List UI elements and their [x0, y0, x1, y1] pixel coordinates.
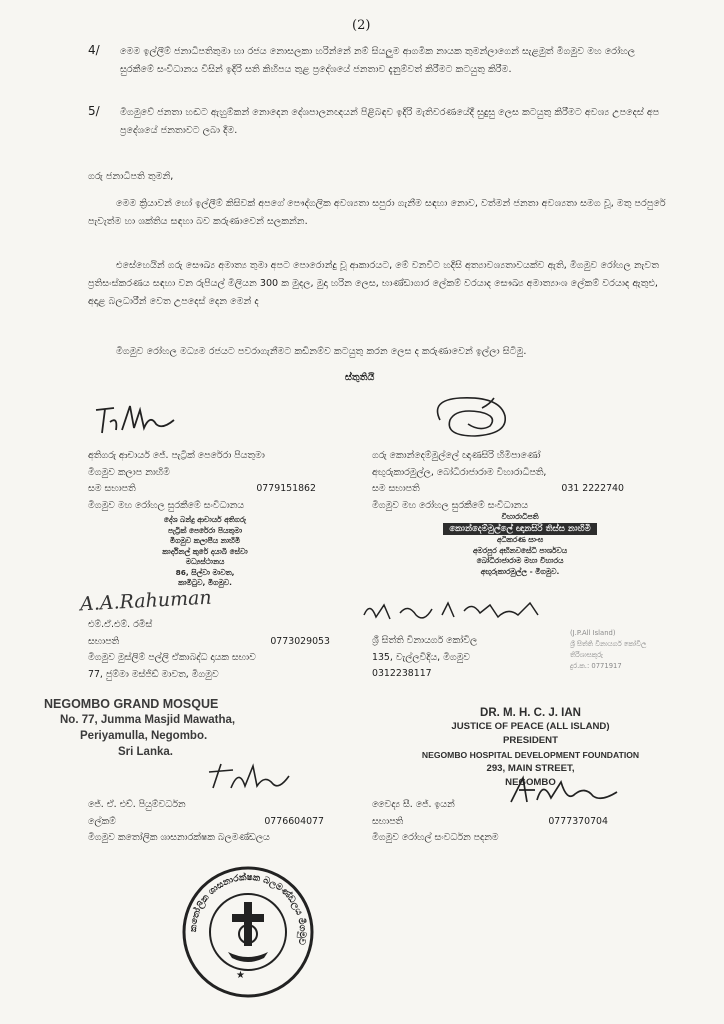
stamp-line: PRESIDENT — [503, 735, 558, 746]
item-5-number: 5/ — [88, 104, 100, 118]
stamp-line: NEGOMBO GRAND MOSQUE — [44, 697, 219, 711]
stamp-line: මීගමුව කලාපීය නාහිමි — [169, 536, 241, 545]
signatory-2-block — [372, 448, 662, 514]
salutation: ගරු ජනාධිපති තුමනි, — [88, 171, 174, 182]
signature-2 — [420, 390, 530, 445]
signatory-4-block — [372, 633, 572, 683]
signature-1 — [90, 400, 180, 438]
thanks: ස්තුතියි — [345, 372, 375, 383]
signatory-6-block — [372, 797, 612, 847]
stamp-line: Periyamulla, Negombo. — [80, 730, 208, 742]
signatory-4-name: ශ්‍රී සිත්ති විනායගර් කෝවිල — [372, 635, 478, 646]
seal-text: කතෝලික ශාසනාරක්ෂක බලමණ්ඩලය මීගමුව — [188, 872, 308, 946]
signatory-3-address: 77, ජුම්මා මස්ජිඩ් මාවත, මීගමුව — [88, 668, 219, 680]
signatory-2-stamp — [405, 512, 635, 577]
signatory-3-block — [88, 617, 358, 683]
stamp-title: විහාරාධිපති — [501, 512, 539, 521]
signatory-3-role-row — [88, 634, 358, 651]
stamp-line: තිරිශාසකුරු — [570, 651, 603, 659]
signatory-1-block — [88, 448, 338, 514]
signatory-1-role-row — [88, 481, 338, 498]
page-number: (2) — [352, 18, 371, 33]
stamp-line: මධ්‍යස්ථානය — [185, 557, 225, 566]
signatory-1-name: අතිගරු ආචාර්ය ජේ. පැට්‍රික් පෙරේරා පියතුමා — [88, 450, 265, 461]
stamp-line: දුර.ක.: 0771917 — [570, 662, 622, 670]
stamp-line: කාමිටුව, මීගමුව. — [178, 578, 232, 587]
stamp-line: JUSTICE OF PEACE (ALL ISLAND) — [451, 721, 610, 732]
signature-5 — [205, 758, 295, 794]
item-4-number: 4/ — [88, 43, 100, 57]
signatory-6-org: මීගමුව රෝහල් සංවර්ධන පදනම — [372, 832, 499, 844]
signatory-6-name: වෛද්‍ය සී. ජේ. ඉයන් — [372, 799, 455, 810]
stamp-line: අමරපුර අභිනවසේධි පාර්ශවය — [472, 545, 568, 555]
stamp-line: ශ්‍රී සිත්ති විනායගර් කෝවිල — [570, 640, 647, 648]
stamp-line: අඟුරුකාරමුල්ල - මීගමුව. — [480, 566, 560, 576]
signatory-1-org: මීගමුව මහ රෝහල සුරකීමේ සංවිධානය — [88, 499, 245, 511]
stamp-name: කොන්දෙම්මුල්ලේ ඥානසිරි තිස්ස නාහිමි — [443, 523, 596, 536]
stamp-line: 86, සිල්වා මාවත, — [175, 567, 235, 577]
signatory-6-role-row — [372, 814, 612, 831]
stamp-line: NEGOMBO HOSPITAL DEVELOPMENT FOUNDATION — [421, 750, 640, 760]
signatory-5-block — [88, 797, 358, 847]
signatory-2-phone: 031 2222740 — [561, 483, 624, 495]
signatory-5-name: ජේ. ඒ. එච්. පියුම්වර්ධන — [88, 799, 186, 810]
signatory-3-phone: 0773029053 — [270, 635, 330, 647]
stamp-line: කාර්දිනල් කුරේ දයාබි සේවා — [162, 546, 248, 556]
stamp-line: දේශ බන්දු ආචාර්ය අතිගරු — [163, 515, 247, 524]
signatory-6-phone: 0777370704 — [548, 815, 608, 827]
signatory-5-role-row — [88, 814, 358, 831]
signatory-1-title: මීගමුව කලාප නාහිමි — [88, 466, 170, 478]
signatory-2-title: අඟුරුකාරමුල්ල, බෝධිරාජාරාම විහාරාධිපති, — [372, 466, 547, 478]
signatory-3-org: මීගමුව මුස්ලිම් පල්ලි ඒකාබද්ධ දායක සභාව — [88, 652, 256, 664]
signatory-5-phone: 0776604077 — [264, 815, 324, 827]
signatory-1-role: සම සභාපති — [88, 483, 136, 495]
stamp-line: පැට්‍රික් පෙරේරා පියතුමා — [167, 525, 243, 535]
signatory-2-org: මීගමුව මහ රෝහල සුරකීමේ සංවිධානය — [372, 499, 529, 511]
svg-text:★: ★ — [236, 970, 245, 981]
signatory-1-stamp — [120, 515, 290, 589]
signatory-3-role: සභාපති — [88, 635, 120, 647]
signatory-4-address: 135, වැල්ලවීදිය, මීගමුව — [372, 651, 471, 663]
item-5-text: මීගමුවේ ජනතා හඬට ඇහුම්කන් නොදෙන දේශපාලනඥයන් පිළිබඳව ඉදිරි මැතිවරණයේදී සුදුසු ලෙස කටයුතු කිරීමට අවශ්‍ය උපදෙස් අප ප්‍රදේශයේ ජනතාවට ලබා දීම. — [120, 107, 660, 136]
signatory-1-phone: 0779151862 — [256, 483, 316, 495]
catholic-seal — [178, 862, 318, 1002]
signatory-5-role: ලේකම් — [88, 815, 116, 827]
mosque-stamp — [44, 696, 274, 760]
stamp-line: 293, MAIN STREET, — [486, 763, 575, 774]
signatory-5-org: මීගමුව කතෝලික ශාසනාරක්ෂක බලමණ්ඩලය — [88, 832, 270, 844]
stamp-line: No. 77, Jumma Masjid Mawatha, — [60, 714, 236, 726]
stamp-line: බෝධිරාජාරාම මහා විහාරය — [476, 556, 564, 565]
stamp-line: අධිකරණ සාංඝ — [496, 535, 544, 544]
signature-3: A.A.Rahuman — [79, 586, 213, 616]
signatory-4-phone: 0312238117 — [372, 668, 432, 680]
signatory-2-role: සම සභාපති — [372, 483, 420, 495]
signatory-2-role-row — [372, 481, 662, 498]
signatory-6-role: සභාපති — [372, 815, 404, 827]
stamp-line: NEGOMBO — [505, 777, 556, 788]
stamp-line: (J.P.All Island) — [570, 629, 616, 637]
paragraph-2: එසේහෙයින් ගරු සෞඛ්‍ය අමාත්‍ය තුමා අපට පොරොන්දු වූ ආකාරයට, මේ වනවිට හදිසි අත්‍යාවශ්‍යතාවයක්ව ඇති, මීගමුව රෝහල නැවත ප්‍රතිසංස්කරණය සඳහා වන රුපියල් මිලියන 300 ක මුදල, මුදා හරින ලෙස, භාණ්ඩාගාර ලේකම් වරයාද සෞඛ්‍ය අමාත්‍යාංශ ලේකම් වරයාද ඇතුළු, අදාළ බලධාරීන් වෙත උපදෙස් දෙන මෙන් ද — [88, 260, 660, 307]
signatory-3-name: එම්.ඒ.එම්. රමීස් — [88, 619, 153, 630]
signature-4 — [360, 595, 550, 627]
signatory-2-name: ගරු කොන්දෙම්මුල්ලේ ඥාණසිරි හිමිපාණෝ — [372, 450, 541, 461]
paragraph-3: මීගමුව රෝහල මධ්‍යම රජයට පවරාගැනීමට කඩිනම්ව කටයුතු කරන ලෙස ද කරුණාවෙන් ඉල්ලා සිටිමු. — [116, 346, 527, 357]
item-4-text: මෙම ඉල්ලීම් ජනාධිපතිතුමා හා රජය නොසලකා හරින්නේ නම් සියලුම ආගමික නායක තුමන්ලාගෙන් සැළමුත් මීගමුව මහ රෝහල සුරකීමේ සංවිධානය විසින් ඉදිරි සති කිහිපය තුළ ප්‍රදේශයේ ජනතාව දැනුම්වත් කිරීමට කටයුතු කිරීම. — [120, 46, 636, 75]
paragraph-1: මෙම ක්‍රියාවන් හෝ ඉල්ලීම් කිසිවක් අපගේ පෞද්ගලික අවශ්‍යතා සපුරා ගැනීම සඳහා නොව, වත්මන් ජනතා අවශ්‍යතා සමග වූ, මතු පරපුරේ පැවැත්ම හා ශක්තිය සඳහා බව කරුණාවෙන් සලකන්න. — [88, 198, 666, 227]
stamp-line: Sri Lanka. — [118, 746, 173, 758]
signatory-4-stamp — [570, 628, 680, 672]
stamp-line: DR. M. H. C. J. IAN — [480, 707, 581, 719]
